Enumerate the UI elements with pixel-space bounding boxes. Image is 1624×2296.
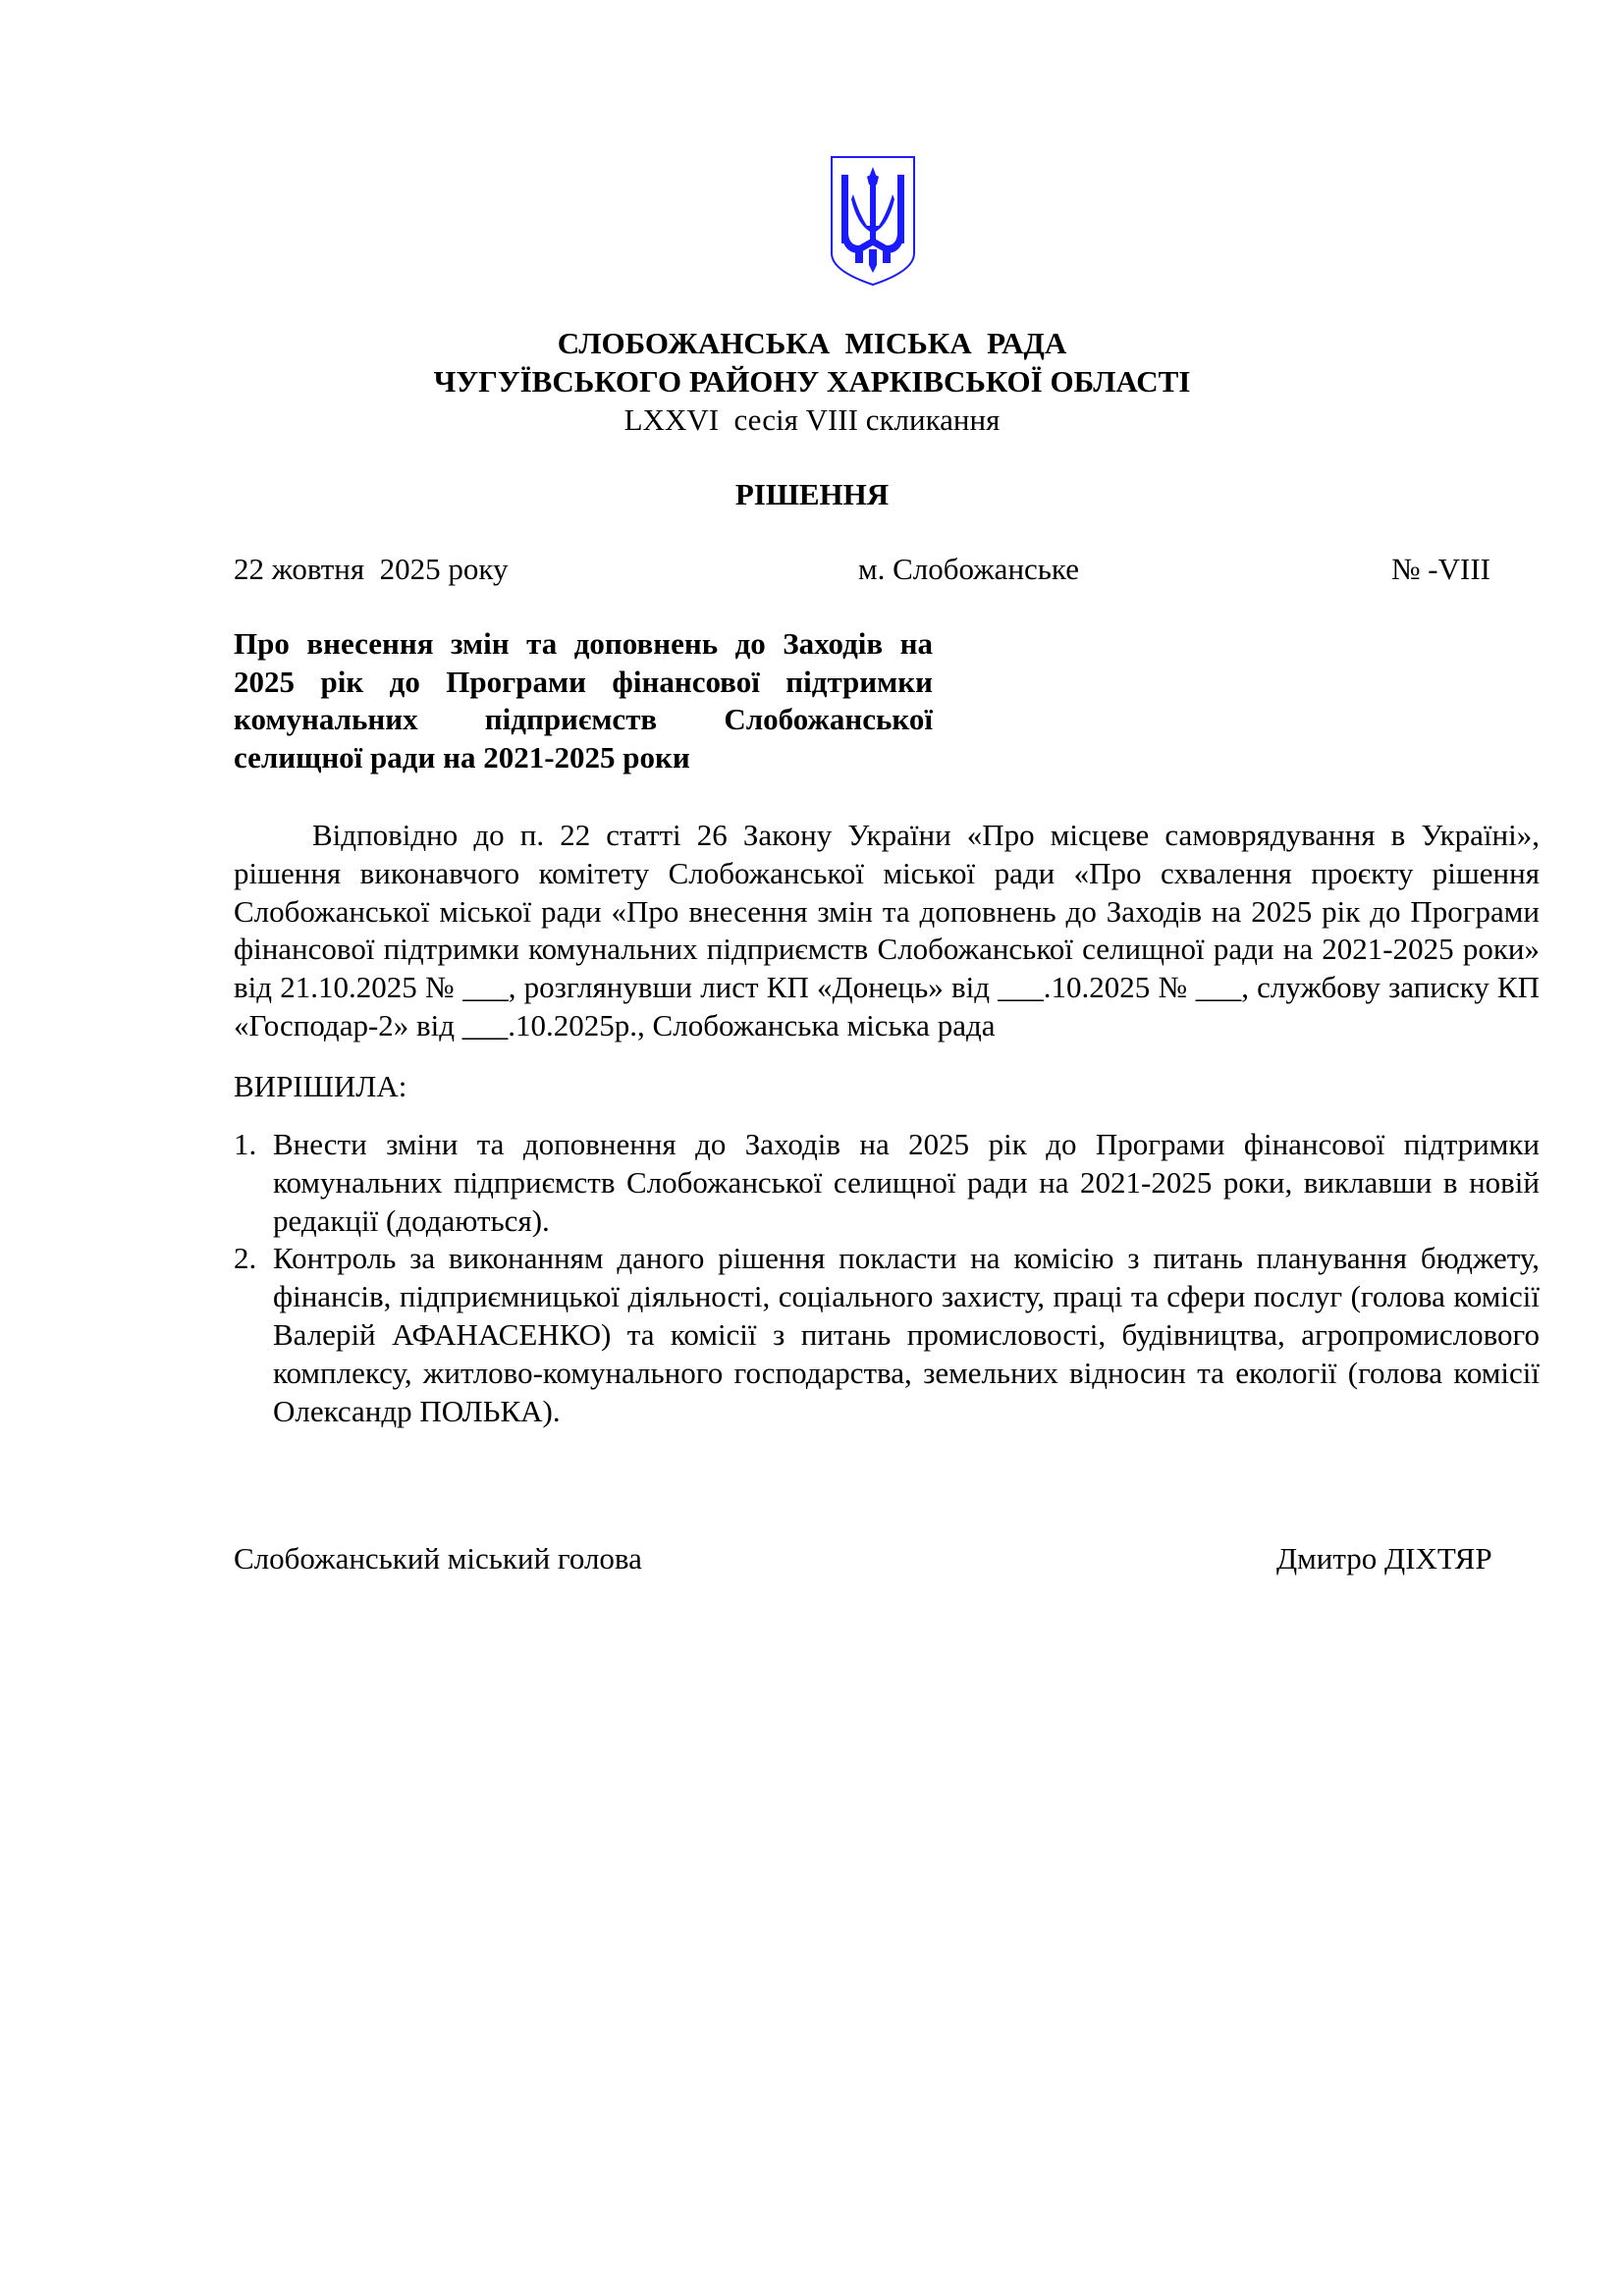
item-text: Контроль за виконанням даного рішення покласти на комісію з питань планування бюджету, фінансів, підприємницької діяльності, соціального захисту, праці та сфери послуг (голова комісії Валерій АФАНАСЕНКО) та комісії з питань промисловості, будівництва, агропромислового комплексу, житлово-комунального господарства, земельних відносин та екології (голова комісії Олександр ПОЛЬКА). [273,1241,1540,1428]
document-date: 22 жовтня 2025 року [234,552,509,586]
resolution-item [234,1240,1540,1430]
date-place-number-line [234,550,1490,588]
council-name: СЛОБОЖАНСЬКА МІСЬКА РАДА [557,326,1067,360]
coat-of-arms-icon [830,155,916,287]
item-number: 2. [234,1241,257,1276]
resolution-item [234,1126,1540,1240]
document-type-heading: РІШЕННЯ [734,477,890,511]
item-number: 1. [234,1127,257,1161]
signatory-name: Дмитро ДІХТЯР [1276,1541,1492,1575]
district-name: ЧУГУЇВСЬКОГО РАЙОНУ ХАРКІВСЬКОЇ ОБЛАСТІ [433,364,1191,399]
resolved-label: ВИРІШИЛА: [234,1069,407,1103]
session-info: LXXVI сесія VIII скликання [623,402,1001,437]
item-text: Внести зміни та доповнення до Заходів на 2025 рік до Програми фінансової підтримки комунальних підприємств Слобожанської селищної ради на 2021-2025 роки, виклавши в новій редакції (додаються). [273,1127,1540,1238]
resolution-items [234,1126,1540,1430]
document-place: м. Слобожанське [858,552,1079,586]
preamble-paragraph: Відповідно до п. 22 статті 26 Закону України «Про місцеве самоврядування в Україні», рішення виконавчого комітету Слобожанської міської ради «Про схвалення проєкту рішення Слобожанської міської ради «Про внесення змін та доповнень до Заходів на 2025 рік до Програми фінансової підтримки комунальних підприємств Слобожанської селищної ради на 2021-2025 роки» від 21.10.2025 № ___, розглянувши лист КП «Донець» від ___.10.2025 № ___, службову записку КП «Господар-2» від ___.10.2025р., Слобожанська міська рада [234,818,1540,1042]
signatory-position: Слобожанський міський голова [234,1541,642,1575]
document-number: № -VIII [1390,552,1490,586]
decision-title: Про внесення змін та доповнень до Заходів на 2025 рік до Програми фінансової підтримки комунальних підприємств Слобожанської селищної ради на 2021-2025 роки [234,626,933,775]
